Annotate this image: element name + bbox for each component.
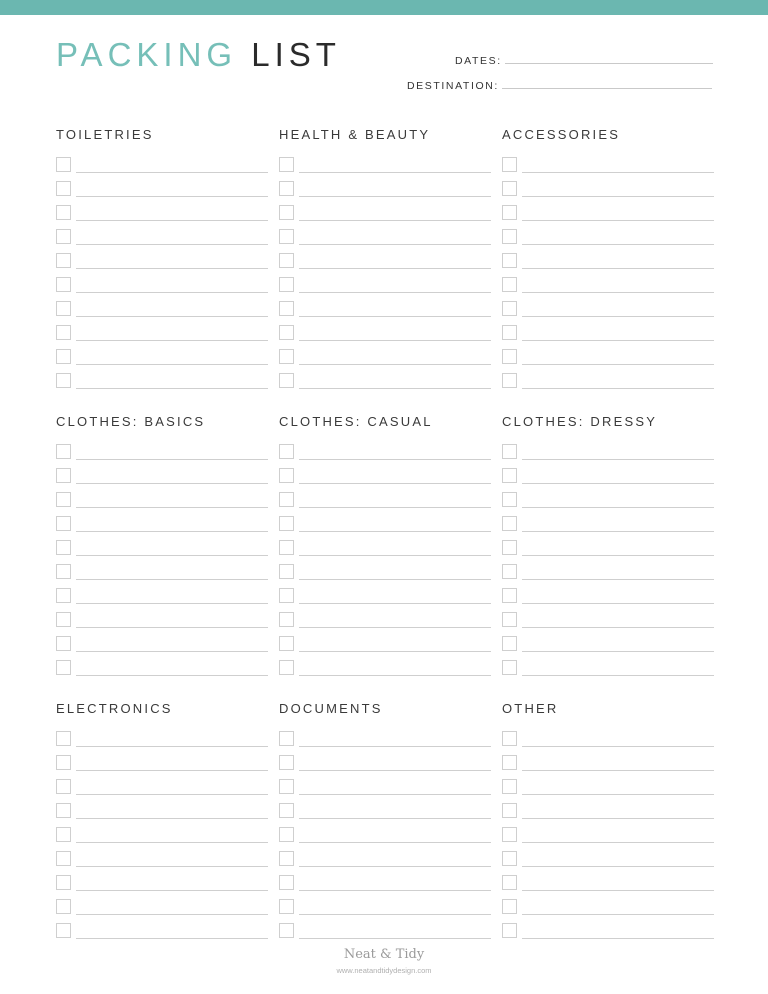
list-item (502, 439, 714, 463)
list-item (502, 463, 714, 487)
checkbox[interactable] (279, 899, 294, 914)
list-item (56, 894, 268, 918)
item-entry-line[interactable] (299, 492, 491, 508)
list-item (56, 846, 268, 870)
checkbox[interactable] (56, 564, 71, 579)
list-item (279, 631, 491, 655)
item-entry-line[interactable] (522, 779, 714, 795)
section-title: CLOTHES: CASUAL (279, 414, 433, 429)
checkbox[interactable] (56, 373, 71, 388)
title-list: LIST (251, 36, 341, 73)
list-item (279, 750, 491, 774)
checkbox[interactable] (502, 779, 517, 794)
item-entry-line[interactable] (76, 923, 268, 939)
item-entry-line[interactable] (76, 205, 268, 221)
item-entry-line[interactable] (299, 564, 491, 580)
item-entry-line[interactable] (522, 516, 714, 532)
list-item (279, 894, 491, 918)
list-item (279, 463, 491, 487)
checkbox[interactable] (279, 851, 294, 866)
list-item (56, 511, 268, 535)
list-item (279, 607, 491, 631)
list-item (502, 750, 714, 774)
item-entry-line[interactable] (76, 875, 268, 891)
list-item (502, 224, 714, 248)
item-entry-line[interactable] (522, 899, 714, 915)
checkbox[interactable] (502, 899, 517, 914)
checkbox[interactable] (56, 277, 71, 292)
item-entry-line[interactable] (76, 181, 268, 197)
checkbox[interactable] (56, 253, 71, 268)
list-item (56, 559, 268, 583)
checkbox[interactable] (502, 588, 517, 603)
item-entry-line[interactable] (76, 731, 268, 747)
section-title: OTHER (502, 701, 559, 716)
item-entry-line[interactable] (299, 157, 491, 173)
section-title: ELECTRONICS (56, 701, 173, 716)
item-entry-line[interactable] (299, 636, 491, 652)
list-item (56, 870, 268, 894)
item-entry-line[interactable] (522, 731, 714, 747)
checkbox[interactable] (279, 827, 294, 842)
item-entry-line[interactable] (522, 181, 714, 197)
section-accessories (502, 125, 714, 392)
checkbox[interactable] (279, 444, 294, 459)
list-item (502, 631, 714, 655)
brand-url: www.neatandtidydesign.com (336, 966, 432, 975)
list-item (502, 511, 714, 535)
checkbox[interactable] (502, 923, 517, 938)
list-item (56, 248, 268, 272)
dates-label: DATES: (455, 55, 502, 67)
list-item (56, 583, 268, 607)
list-item (279, 152, 491, 176)
item-entry-line[interactable] (522, 803, 714, 819)
list-item (502, 774, 714, 798)
item-entry-line[interactable] (522, 205, 714, 221)
checkbox[interactable] (502, 373, 517, 388)
item-entry-line[interactable] (76, 444, 268, 460)
list-item (279, 846, 491, 870)
item-entry-line[interactable] (76, 277, 268, 293)
checkbox[interactable] (279, 229, 294, 244)
checkbox[interactable] (502, 229, 517, 244)
checkbox[interactable] (279, 660, 294, 675)
item-entry-line[interactable] (299, 755, 491, 771)
list-item (502, 487, 714, 511)
item-entry-line[interactable] (299, 660, 491, 676)
checkbox[interactable] (56, 492, 71, 507)
checkbox[interactable] (279, 636, 294, 651)
list-item (279, 200, 491, 224)
item-entry-line[interactable] (522, 612, 714, 628)
item-entry-line[interactable] (522, 923, 714, 939)
checkbox[interactable] (502, 731, 517, 746)
item-entry-line[interactable] (299, 923, 491, 939)
list-item (279, 726, 491, 750)
list-item (56, 918, 268, 942)
dates-field[interactable] (455, 55, 713, 67)
item-entry-line[interactable] (299, 851, 491, 867)
brand-logo: Neat & Tidy (343, 947, 425, 962)
item-entry-line[interactable] (522, 540, 714, 556)
checkbox[interactable] (279, 803, 294, 818)
checkbox[interactable] (502, 540, 517, 555)
item-entry-line[interactable] (522, 492, 714, 508)
destination-field[interactable] (407, 80, 712, 92)
checkbox[interactable] (56, 157, 71, 172)
item-entry-line[interactable] (76, 492, 268, 508)
list-item (502, 320, 714, 344)
checkbox[interactable] (56, 301, 71, 316)
section-title: CLOTHES: DRESSY (502, 414, 658, 429)
checkbox[interactable] (56, 229, 71, 244)
checkbox[interactable] (502, 851, 517, 866)
checkbox[interactable] (279, 564, 294, 579)
list-item (56, 344, 268, 368)
checkbox[interactable] (56, 612, 71, 627)
list-item (56, 822, 268, 846)
list-item (502, 822, 714, 846)
checkbox[interactable] (502, 636, 517, 651)
checkbox[interactable] (56, 923, 71, 938)
checkbox[interactable] (279, 325, 294, 340)
list-item (56, 224, 268, 248)
list-item (56, 463, 268, 487)
list-item (56, 368, 268, 392)
item-entry-line[interactable] (299, 827, 491, 843)
list-item (502, 655, 714, 679)
item-entry-line[interactable] (76, 157, 268, 173)
list-item (56, 607, 268, 631)
checkbox[interactable] (279, 612, 294, 627)
item-entry-line[interactable] (522, 301, 714, 317)
list-item (56, 487, 268, 511)
list-item (502, 798, 714, 822)
checkbox[interactable] (56, 636, 71, 651)
item-entry-line[interactable] (522, 755, 714, 771)
checkbox[interactable] (56, 779, 71, 794)
list-item (56, 798, 268, 822)
list-item (502, 248, 714, 272)
checkbox[interactable] (502, 803, 517, 818)
list-item (279, 320, 491, 344)
checkbox[interactable] (502, 827, 517, 842)
checkbox[interactable] (502, 755, 517, 770)
checkbox[interactable] (279, 301, 294, 316)
list-item (56, 631, 268, 655)
checkbox[interactable] (279, 157, 294, 172)
list-item (56, 774, 268, 798)
item-entry-line[interactable] (76, 588, 268, 604)
item-entry-line[interactable] (522, 157, 714, 173)
item-entry-line[interactable] (299, 253, 491, 269)
item-entry-line[interactable] (522, 373, 714, 389)
item-entry-line[interactable] (299, 875, 491, 891)
item-entry-line[interactable] (522, 444, 714, 460)
item-entry-line[interactable] (299, 731, 491, 747)
checkbox[interactable] (502, 181, 517, 196)
item-entry-line[interactable] (522, 827, 714, 843)
list-item (502, 918, 714, 942)
checkbox[interactable] (56, 325, 71, 340)
checkbox[interactable] (502, 444, 517, 459)
item-entry-line[interactable] (299, 205, 491, 221)
item-entry-line[interactable] (299, 516, 491, 532)
checkbox[interactable] (279, 588, 294, 603)
list-item (502, 296, 714, 320)
item-entry-line[interactable] (76, 827, 268, 843)
list-item (279, 655, 491, 679)
item-entry-line[interactable] (76, 468, 268, 484)
list-item (56, 200, 268, 224)
section-clothes-casual (279, 412, 491, 679)
section-toiletries (56, 125, 268, 392)
dates-input-line[interactable] (505, 62, 713, 64)
item-entry-line[interactable] (522, 636, 714, 652)
list-item (279, 774, 491, 798)
item-entry-line[interactable] (76, 660, 268, 676)
checkbox[interactable] (502, 349, 517, 364)
checkbox[interactable] (56, 731, 71, 746)
checkbox[interactable] (502, 277, 517, 292)
checkbox[interactable] (279, 277, 294, 292)
list-item (279, 511, 491, 535)
item-entry-line[interactable] (299, 803, 491, 819)
item-entry-line[interactable] (76, 516, 268, 532)
section-clothes-dressy (502, 412, 714, 679)
list-item (279, 583, 491, 607)
item-entry-line[interactable] (299, 373, 491, 389)
list-item (502, 583, 714, 607)
section-clothes-basics (56, 412, 268, 679)
list-item (502, 200, 714, 224)
list-item (502, 894, 714, 918)
list-item (56, 535, 268, 559)
checkbox[interactable] (279, 253, 294, 268)
checkbox[interactable] (56, 349, 71, 364)
checkbox[interactable] (56, 588, 71, 603)
list-item (502, 344, 714, 368)
item-entry-line[interactable] (299, 229, 491, 245)
item-entry-line[interactable] (299, 444, 491, 460)
checkbox[interactable] (279, 779, 294, 794)
item-entry-line[interactable] (299, 277, 491, 293)
list-item (279, 296, 491, 320)
item-entry-line[interactable] (299, 349, 491, 365)
checkbox[interactable] (502, 157, 517, 172)
checkbox[interactable] (279, 755, 294, 770)
checkbox[interactable] (56, 468, 71, 483)
checkbox[interactable] (56, 205, 71, 220)
destination-label: DESTINATION: (407, 80, 499, 92)
checkbox[interactable] (56, 181, 71, 196)
checkbox[interactable] (56, 827, 71, 842)
list-item (279, 918, 491, 942)
list-item (502, 726, 714, 750)
item-entry-line[interactable] (522, 349, 714, 365)
item-entry-line[interactable] (76, 755, 268, 771)
item-entry-line[interactable] (76, 373, 268, 389)
checkbox[interactable] (502, 205, 517, 220)
item-entry-line[interactable] (299, 779, 491, 795)
checkbox[interactable] (279, 923, 294, 938)
checkbox[interactable] (502, 301, 517, 316)
list-item (279, 176, 491, 200)
checkbox[interactable] (279, 468, 294, 483)
checkbox[interactable] (502, 516, 517, 531)
list-item (502, 607, 714, 631)
list-item (56, 272, 268, 296)
item-entry-line[interactable] (522, 229, 714, 245)
item-entry-line[interactable] (522, 468, 714, 484)
item-entry-line[interactable] (299, 325, 491, 341)
section-documents (279, 699, 491, 942)
checkbox[interactable] (56, 755, 71, 770)
item-entry-line[interactable] (299, 301, 491, 317)
checkbox[interactable] (502, 468, 517, 483)
checkbox[interactable] (56, 899, 71, 914)
item-entry-line[interactable] (76, 253, 268, 269)
item-entry-line[interactable] (76, 612, 268, 628)
item-entry-line[interactable] (522, 588, 714, 604)
item-entry-line[interactable] (76, 779, 268, 795)
checkbox[interactable] (279, 205, 294, 220)
checkbox[interactable] (502, 564, 517, 579)
item-entry-line[interactable] (522, 253, 714, 269)
checkbox[interactable] (279, 731, 294, 746)
checkbox[interactable] (502, 492, 517, 507)
item-entry-line[interactable] (522, 851, 714, 867)
item-entry-line[interactable] (299, 540, 491, 556)
list-item (56, 750, 268, 774)
checkbox[interactable] (56, 803, 71, 818)
item-entry-line[interactable] (522, 325, 714, 341)
checkbox[interactable] (279, 875, 294, 890)
section-electronics (56, 699, 268, 942)
list-item (279, 870, 491, 894)
list-item (279, 224, 491, 248)
item-entry-line[interactable] (76, 325, 268, 341)
item-entry-line[interactable] (76, 851, 268, 867)
section-other (502, 699, 714, 942)
checkbox[interactable] (56, 851, 71, 866)
list-item (502, 535, 714, 559)
checkbox[interactable] (279, 181, 294, 196)
list-item (279, 822, 491, 846)
list-item (279, 272, 491, 296)
list-item (279, 559, 491, 583)
list-item (56, 320, 268, 344)
list-item (502, 368, 714, 392)
checkbox[interactable] (279, 492, 294, 507)
checkbox[interactable] (502, 325, 517, 340)
list-item (56, 176, 268, 200)
top-accent-bar (0, 0, 768, 15)
checkbox[interactable] (502, 612, 517, 627)
item-entry-line[interactable] (76, 899, 268, 915)
title-packing: PACKING (56, 36, 238, 73)
checkbox[interactable] (502, 253, 517, 268)
checkbox[interactable] (502, 875, 517, 890)
list-item (279, 368, 491, 392)
item-entry-line[interactable] (522, 564, 714, 580)
item-entry-line[interactable] (76, 803, 268, 819)
section-title: CLOTHES: BASICS (56, 414, 206, 429)
section-title: TOILETRIES (56, 127, 154, 142)
list-item (502, 846, 714, 870)
list-item (56, 439, 268, 463)
checkbox[interactable] (279, 373, 294, 388)
list-item (56, 152, 268, 176)
list-item (502, 152, 714, 176)
item-entry-line[interactable] (522, 277, 714, 293)
checkbox[interactable] (56, 516, 71, 531)
list-item (502, 870, 714, 894)
section-title: DOCUMENTS (279, 701, 383, 716)
list-item (279, 344, 491, 368)
list-item (502, 176, 714, 200)
item-entry-line[interactable] (76, 636, 268, 652)
list-item (279, 798, 491, 822)
list-item (502, 559, 714, 583)
item-entry-line[interactable] (76, 229, 268, 245)
checkbox[interactable] (56, 875, 71, 890)
page-title (56, 36, 341, 74)
item-entry-line[interactable] (299, 588, 491, 604)
list-item (279, 535, 491, 559)
list-item (279, 487, 491, 511)
item-entry-line[interactable] (522, 660, 714, 676)
section-health-beauty (279, 125, 491, 392)
item-entry-line[interactable] (76, 301, 268, 317)
item-entry-line[interactable] (522, 875, 714, 891)
list-item (56, 655, 268, 679)
list-item (279, 439, 491, 463)
checkbox[interactable] (502, 660, 517, 675)
list-item (56, 296, 268, 320)
section-title: ACCESSORIES (502, 127, 621, 142)
item-entry-line[interactable] (299, 899, 491, 915)
list-item (279, 248, 491, 272)
checkbox[interactable] (56, 444, 71, 459)
checkbox[interactable] (279, 540, 294, 555)
list-item (56, 726, 268, 750)
item-entry-line[interactable] (299, 181, 491, 197)
list-item (502, 272, 714, 296)
item-entry-line[interactable] (76, 564, 268, 580)
item-entry-line[interactable] (299, 612, 491, 628)
item-entry-line[interactable] (76, 349, 268, 365)
checkbox[interactable] (56, 660, 71, 675)
item-entry-line[interactable] (299, 468, 491, 484)
item-entry-line[interactable] (76, 540, 268, 556)
checkbox[interactable] (279, 516, 294, 531)
checkbox[interactable] (279, 349, 294, 364)
destination-input-line[interactable] (502, 87, 712, 89)
checkbox[interactable] (56, 540, 71, 555)
section-title: HEALTH & BEAUTY (279, 127, 431, 142)
